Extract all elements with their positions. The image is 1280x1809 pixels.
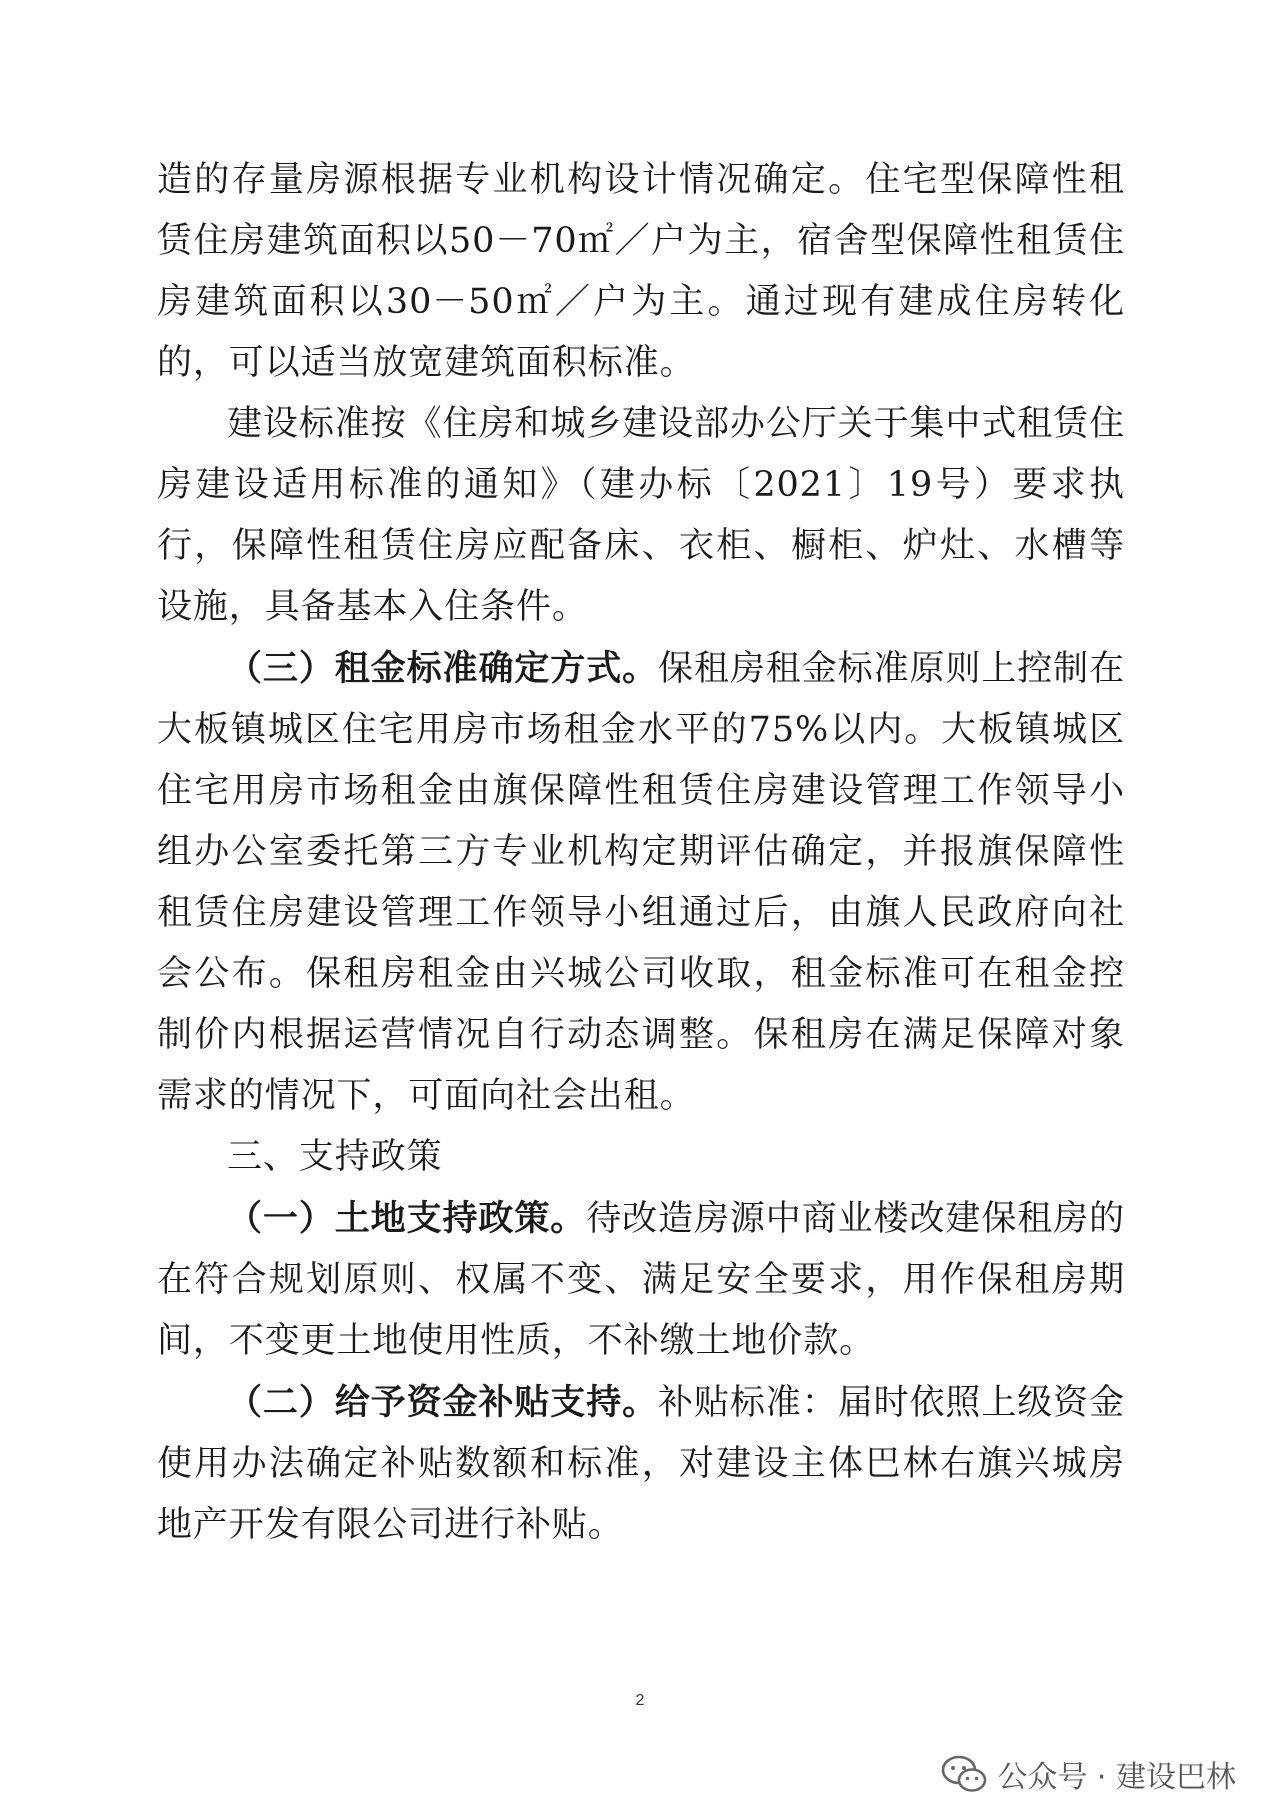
- section-lead-rent: （三）租金标准确定方式。: [227, 648, 659, 689]
- paragraph-text: 补贴标准：届时依照上级资金使用办法确定补贴数额和标准，对建设主体巴林右旗兴城房地产开发有限公司进行补贴。: [157, 1383, 1125, 1545]
- paragraph-construction-standard: [157, 394, 1125, 638]
- page-number: 2: [635, 1692, 645, 1709]
- paragraph-text: 保租房租金标准原则上控制在大板镇城区住宅用房市场租金水平的75%以内。大板镇城区住宅用房市场租金由旗保障性租赁住房建设管理工作领导小组办公室委托第三方专业机构定期评估确定，并报旗保障性租赁住房建设管理工作领导小组通过后，由旗人民政府向社会公布。保租房租金由兴城公司收取，租金标准可在租金控制价内根据运营情况自行动态调整。保租房在满足保障对象需求的情况下，可面向社会出租。: [157, 649, 1125, 1116]
- paragraph-text: 造的存量房源根据专业机构设计情况确定。住宅型保障性租赁住房建筑面积以50－70㎡／户为主，宿舍型保障性租赁住房建筑面积以30－50㎡／户为主。通过现有建成住房转化的，可以适当放宽建筑面积标准。: [157, 160, 1125, 383]
- section-lead-subsidy: （二）给予资金补贴支持。: [227, 1382, 659, 1423]
- paragraph-rent-standard: [157, 638, 1125, 1127]
- watermark-label: 公众号 · 建设巴林: [997, 1760, 1236, 1795]
- section-heading-support-policy: 三、支持政策: [227, 1137, 443, 1177]
- paragraph-subsidy: [157, 1372, 1125, 1556]
- paragraph-text: 建设标准按《住房和城乡建设部办公厅关于集中式租赁住房建设适用标准的通知》（建办标〔2021〕19号）要求执行，保障性租赁住房应配备床、衣柜、橱柜、炉灶、水槽等设施，具备基本入住条件。: [157, 404, 1125, 627]
- document-body: [157, 150, 1125, 1556]
- wechat-watermark: [941, 1752, 1236, 1796]
- paragraph-land-policy: [157, 1188, 1125, 1372]
- paragraph-text: 待改造房源中商业楼改建保租房的在符合规划原则、权属不变、满足安全要求，用作保租房期间，不变更土地使用性质，不补缴土地价款。: [157, 1199, 1125, 1361]
- paragraph-floor-area: [157, 150, 1125, 394]
- wechat-icon: [941, 1755, 987, 1793]
- section-lead-land: （一）土地支持政策。: [227, 1198, 587, 1239]
